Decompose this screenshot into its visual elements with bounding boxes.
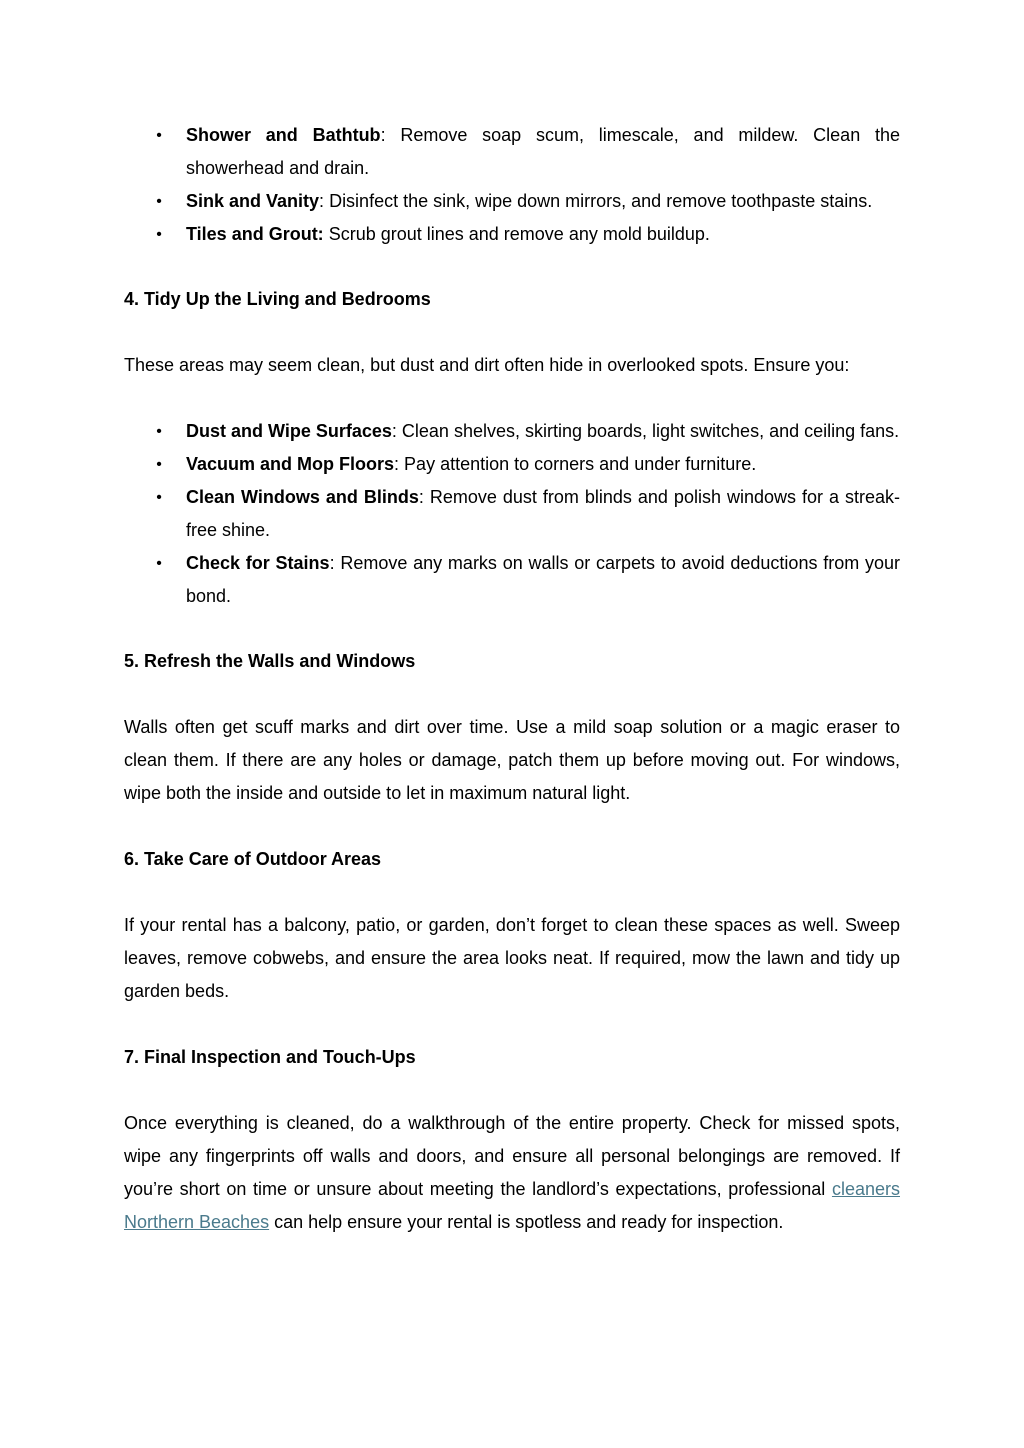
bullet-icon: • [156,127,162,144]
list-item [124,218,900,251]
document-page [124,119,900,1239]
item-term: Check for Stains [186,553,330,573]
item-text: Pay attention to corners and under furniture. [399,454,757,474]
bullet-icon: • [156,489,162,506]
section-5-body: Walls often get scuff marks and dirt over time. Use a mild soap solution or a magic eraser to clean them. If there are any holes or damage, patch them up before moving out. For windows, wipe both the inside and outside to let in maximum natural light. [124,717,900,803]
section-6-heading: 6. Take Care of Outdoor Areas [124,849,382,869]
item-term: Shower and Bathtub [186,125,381,145]
bathroom-checklist [124,119,900,251]
bullet-icon: • [156,555,162,572]
item-separator: : [380,125,386,145]
item-text: Remove soap scum, limescale, and mildew. Clean the showerhead and drain. [186,125,901,178]
section-7-body-end: can help ensure your rental is spotless and ready for inspection. [269,1212,784,1232]
item-separator: : [418,487,424,507]
living-bedrooms-checklist [124,415,900,613]
item-text: Remove dust from blinds and polish windows for a streak-free shine. [186,487,900,540]
item-separator: : [319,191,325,211]
item-term: Dust and Wipe Surfaces [186,421,392,441]
item-text: Clean shelves, skirting boards, light switches, and ceiling fans. [396,421,900,441]
item-term: Vacuum and Mop Floors [186,454,395,474]
section-7-body [124,1107,900,1239]
bullet-icon: • [156,226,162,243]
cleaners-northern-beaches-link[interactable]: cleaners Northern Beaches [124,1179,900,1232]
item-separator: : [329,553,335,573]
section-4-intro: These areas may seem clean, but dust and dirt often hide in overlooked spots. Ensure you: [124,355,850,375]
bullet-icon: • [156,423,162,440]
section-7-heading: 7. Final Inspection and Touch-Ups [124,1047,416,1067]
bullet-icon: • [156,456,162,473]
item-text: Remove any marks on walls or carpets to avoid deductions from your bond. [186,553,900,606]
item-separator: : [391,421,397,441]
section-4-heading: 4. Tidy Up the Living and Bedrooms [124,289,431,309]
item-text: Scrub grout lines and remove any mold buildup. [323,224,710,244]
section-7-body-start: Once everything is cleaned, do a walkthrough of the entire property. Check for missed spots, wipe any fingerprints off walls and doors, and ensure all personal belongings are removed. If you’re short on time or unsure about meeting the landlord’s expectations, professional [124,1113,900,1199]
item-term: Sink and Vanity [186,191,320,211]
bullet-icon: • [156,193,162,210]
list-item [124,185,900,218]
list-item [124,481,900,547]
item-separator: : [394,454,400,474]
list-item [124,448,900,481]
list-item [124,547,900,613]
list-item [124,415,900,448]
item-text: Disinfect the sink, wipe down mirrors, and remove toothpaste stains. [324,191,873,211]
list-item [124,119,900,185]
item-term: Clean Windows and Blinds [186,487,419,507]
section-6-body: If your rental has a balcony, patio, or garden, don’t forget to clean these spaces as well. Sweep leaves, remove cobwebs, and ensure the area looks neat. If required, mow the lawn and tidy up garden beds. [124,915,900,1001]
section-5-heading: 5. Refresh the Walls and Windows [124,651,416,671]
item-term: Tiles and Grout: [186,224,324,244]
